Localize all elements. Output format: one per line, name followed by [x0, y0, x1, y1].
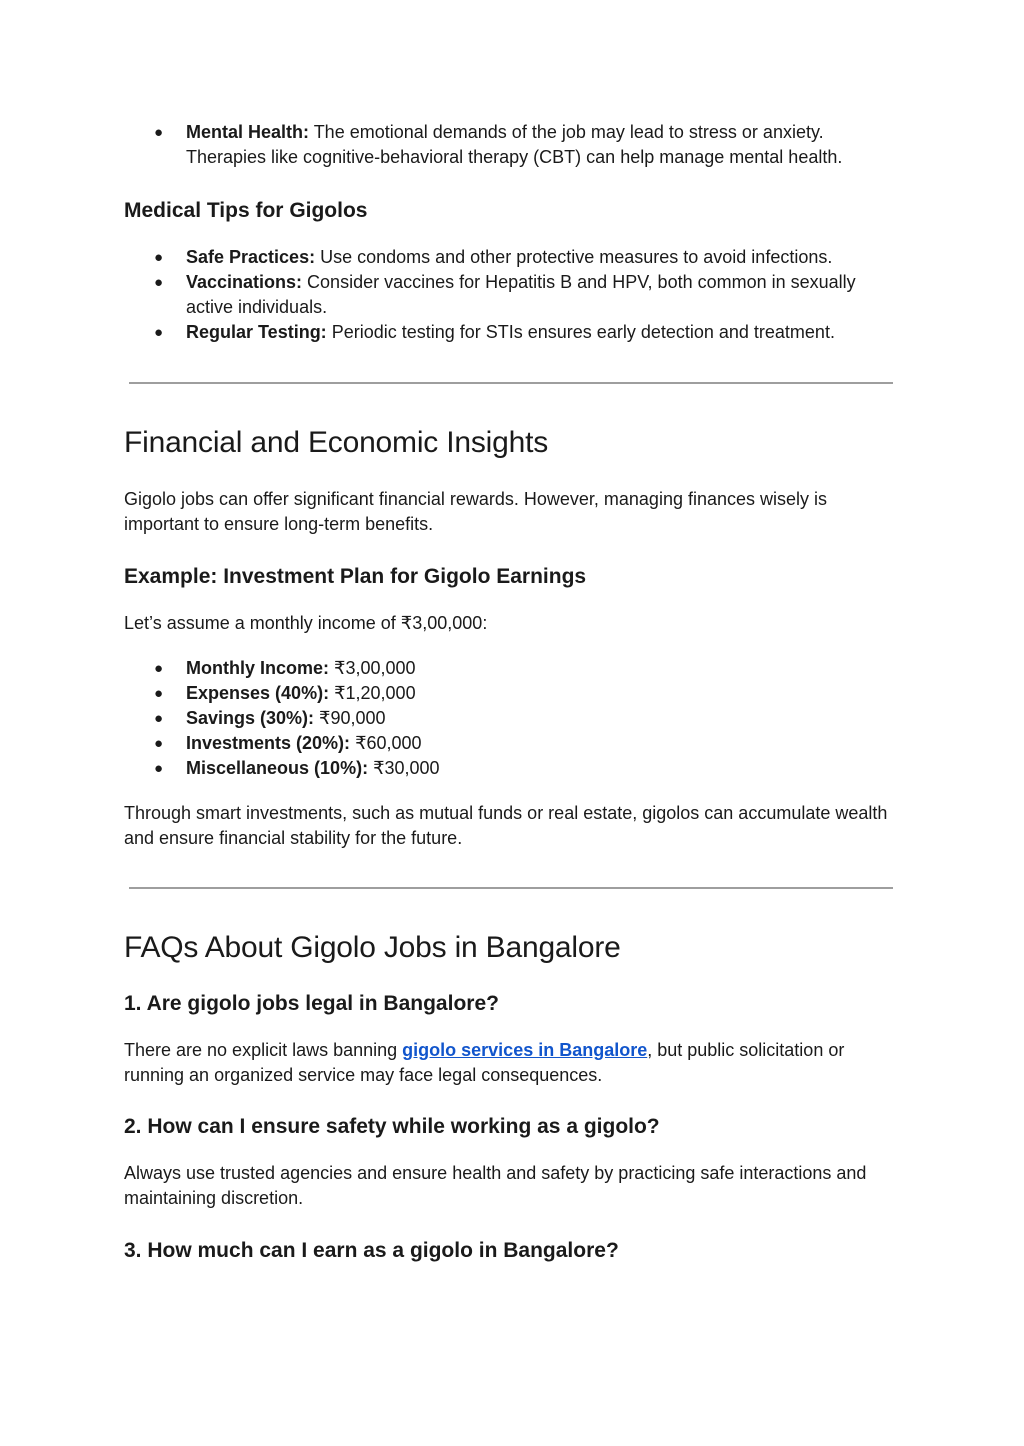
list-item: [124, 245, 894, 270]
medical-tips-list: [124, 245, 894, 345]
list-item-label: Safe Practices:: [186, 247, 316, 267]
list-item-text: ₹90,000: [314, 708, 386, 728]
list-item-text: ₹3,00,000: [329, 658, 416, 678]
financial-closing: Through smart investments, such as mutual funds or real estate, gigolos can accumulate wealth and ensure financial stability for the future.: [124, 803, 888, 848]
financial-heading: Financial and Economic Insights: [124, 426, 549, 459]
assume-text: Let’s assume a monthly income of ₹3,00,000:: [124, 613, 488, 633]
list-item-label: Vaccinations:: [186, 272, 303, 292]
answer-text: , but public solicitation or running an organized service may face legal consequences.: [124, 1040, 845, 1085]
investment-plan-list: [124, 656, 894, 781]
medical-tips-heading: Medical Tips for Gigolos: [124, 199, 368, 222]
list-item-label: Regular Testing:: [186, 322, 327, 342]
list-item: [124, 706, 894, 731]
list-item: [124, 320, 894, 345]
list-item: [124, 656, 894, 681]
list-item-text: The emotional demands of the job may lead to stress or anxiety. Therapies like cognitive-behavioral therapy (CBT) can help manage mental health.: [186, 122, 843, 167]
list-item: [124, 756, 894, 781]
faq-question-1: 1. Are gigolo jobs legal in Bangalore?: [124, 992, 499, 1015]
bullet-icon: ●: [154, 735, 164, 752]
list-item-text: ₹1,20,000: [329, 683, 416, 703]
answer-text: There are no explicit laws banning: [124, 1040, 403, 1060]
faq-answer-1: [124, 1038, 894, 1088]
document-page: [124, 120, 894, 1265]
faq-question-2: 2. How can I ensure safety while working as a gigolo?: [124, 1115, 660, 1138]
bullet-icon: ●: [154, 660, 164, 677]
list-item-label: Investments (20%):: [186, 733, 351, 753]
list-item: [124, 681, 894, 706]
financial-intro: Gigolo jobs can offer significant financial rewards. However, managing finances wisely is important to ensure long-term benefits.: [124, 489, 828, 534]
list-item-text: ₹30,000: [368, 758, 440, 778]
faq-question-3: 3. How much can I earn as a gigolo in Bangalore?: [124, 1239, 619, 1262]
bullet-icon: ●: [154, 274, 164, 291]
faqs-heading: FAQs About Gigolo Jobs in Bangalore: [124, 931, 621, 964]
list-item-label: Expenses (40%):: [186, 683, 330, 703]
list-item-label: Miscellaneous (10%):: [186, 758, 369, 778]
bullet-icon: ●: [154, 685, 164, 702]
gigolo-services-link[interactable]: gigolo services in Bangalore: [402, 1040, 648, 1060]
list-item: [124, 270, 894, 320]
bullet-icon: ●: [154, 760, 164, 777]
list-item-text: ₹60,000: [350, 733, 422, 753]
list-item-text: Periodic testing for STIs ensures early detection and treatment.: [326, 322, 835, 342]
example-heading: Example: Investment Plan for Gigolo Earnings: [124, 565, 587, 588]
list-item-label: Mental Health:: [186, 122, 310, 142]
list-item-label: Monthly Income:: [186, 658, 329, 678]
bullet-icon: ●: [154, 249, 164, 266]
bullet-icon: ●: [154, 324, 164, 341]
list-item-label: Savings (30%):: [186, 708, 315, 728]
list-item: [124, 731, 894, 756]
mental-health-list: [124, 120, 894, 170]
bullet-icon: ●: [154, 710, 164, 727]
bullet-icon: ●: [154, 124, 164, 141]
list-item-text: Consider vaccines for Hepatitis B and HPV, both common in sexually active individuals.: [186, 272, 856, 317]
faq-answer-2: Always use trusted agencies and ensure health and safety by practicing safe interactions and maintaining discretion.: [124, 1163, 867, 1208]
list-item: [124, 120, 894, 170]
list-item-text: Use condoms and other protective measures to avoid infections.: [315, 247, 833, 267]
